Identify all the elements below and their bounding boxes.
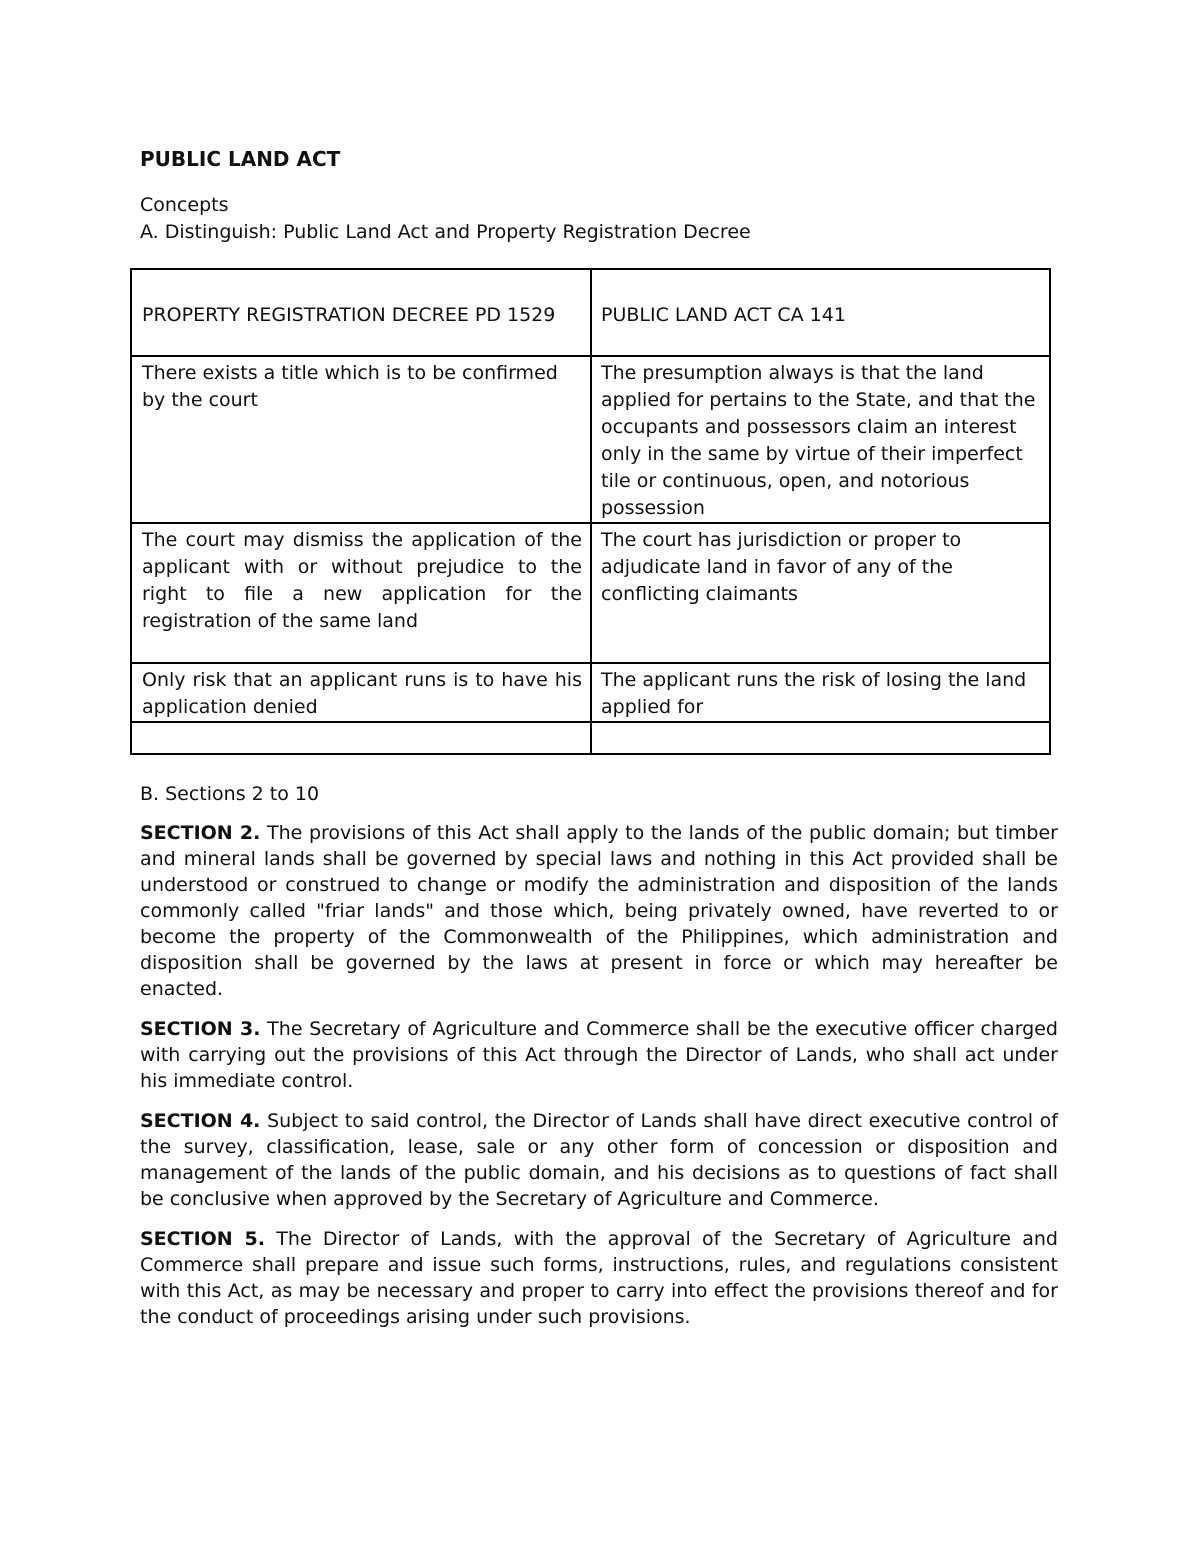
- table-cell-left: The court may dismiss the application of the applicant with or without prejudice to the right to file a new application for the registration of the same land: [131, 523, 591, 663]
- distinguish-heading: A. Distinguish: Public Land Act and Property Registration Decree: [140, 221, 751, 243]
- header-public-land-act: PUBLIC LAND ACT CA 141: [591, 269, 1050, 356]
- section-text: Subject to said control, the Director of Lands shall have direct executive control of the survey, classification, lease, sale or any other form of concession or disposition and management of the lands of the public domain, and his decisions as to questions of fact shall be conclusive when approved by the Secretary of Agriculture and Commerce.: [140, 1110, 1058, 1210]
- section-label: SECTION 2.: [140, 822, 261, 844]
- section-5: [140, 1226, 1058, 1330]
- section-4: [140, 1108, 1058, 1212]
- concepts-label: Concepts: [140, 194, 229, 216]
- sections-heading: B. Sections 2 to 10: [140, 783, 320, 805]
- table-cell-right: The applicant runs the risk of losing the land applied for: [591, 663, 1050, 722]
- table-cell-left: Only risk that an applicant runs is to have his application denied: [131, 663, 591, 722]
- section-2: [140, 820, 1058, 1002]
- table-row: [131, 663, 1050, 722]
- section-label: SECTION 5.: [140, 1228, 265, 1250]
- table-cell-right: [591, 722, 1050, 754]
- table-cell-left: [131, 722, 591, 754]
- section-text: The provisions of this Act shall apply to the lands of the public domain; but timber and mineral lands shall be governed by special laws and nothing in this Act provided shall be understood or construed to change or modify the administration and disposition of the lands commonly called "friar lands" and those which, being privately owned, have reverted to or become the property of the Commonwealth of the Philippines, which administration and disposition shall be governed by the laws at present in force or which may hereafter be enacted.: [140, 822, 1058, 1000]
- section-label: SECTION 4.: [140, 1110, 261, 1132]
- comparison-table: [130, 268, 1051, 755]
- table-cell-right: The court has jurisdiction or proper to adjudicate land in favor of any of the conflicting claimants: [591, 523, 1050, 663]
- section-text: The Director of Lands, with the approval of the Secretary of Agriculture and Commerce shall prepare and issue such forms, instructions, rules, and regulations consistent with this Act, as may be necessary and proper to carry into effect the provisions thereof and for the conduct of proceedings arising under such provisions.: [140, 1228, 1058, 1328]
- header-property-registration-decree: PROPERTY REGISTRATION DECREE PD 1529: [131, 269, 591, 356]
- document-page: [140, 146, 1058, 1328]
- table-row: [131, 523, 1050, 663]
- sections-block: [140, 780, 1058, 1344]
- section-text: The Secretary of Agriculture and Commerce shall be the executive officer charged with carrying out the provisions of this Act through the Director of Lands, who shall act under his immediate control.: [140, 1018, 1058, 1092]
- table-header-row: [131, 269, 1050, 356]
- table-cell-right: The presumption always is that the land applied for pertains to the State, and that the occupants and possessors claim an interest only in the same by virtue of their imperfect tile or continuous, open, and notorious possession: [591, 356, 1050, 523]
- table-row-empty: [131, 722, 1050, 754]
- section-label: SECTION 3.: [140, 1018, 261, 1040]
- section-3: [140, 1016, 1058, 1094]
- table-row: [131, 356, 1050, 523]
- table-cell-left: There exists a title which is to be confirmed by the court: [131, 356, 591, 523]
- document-title: PUBLIC LAND ACT: [140, 147, 341, 171]
